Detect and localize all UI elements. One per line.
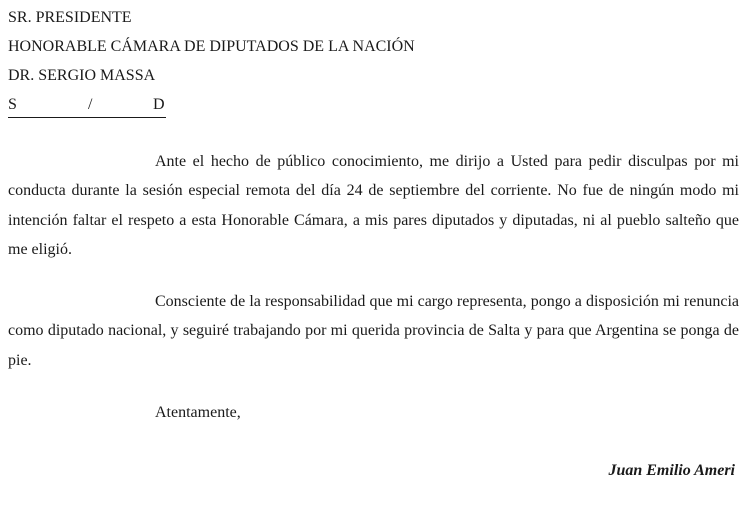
signature-name: Juan Emilio Ameri <box>608 462 735 479</box>
su-despacho-d: D <box>153 96 165 113</box>
recipient-name: DR. SERGIO MASSA <box>8 67 156 84</box>
su-despacho-slash: / <box>88 96 93 113</box>
recipient-institution: HONORABLE CÁMARA DE DIPUTADOS DE LA NACIÓN <box>8 38 415 55</box>
su-despacho-s: S <box>8 96 17 113</box>
su-despacho-line <box>8 95 166 118</box>
recipient-title: SR. PRESIDENTE <box>8 9 132 26</box>
closing-salutation: Atentamente, <box>155 404 241 421</box>
body-paragraph-resignation: Consciente de la responsabilidad que mi cargo representa, pongo a disposición mi renuncia como diputado nacional, y seguiré trabajando por mi querida provincia de Salta y para que Argentina se ponga de pie. <box>8 293 739 369</box>
body-paragraph-apology: Ante el hecho de público conocimiento, me dirijo a Usted para pedir disculpas por mi conducta durante la sesión especial remota del día 24 de septiembre del corriente. No fue de ningún modo mi intención faltar el respeto a esta Honorable Cámara, a mis pares diputados y diputadas, ni al pueblo salteño que me eligió. <box>8 153 739 258</box>
